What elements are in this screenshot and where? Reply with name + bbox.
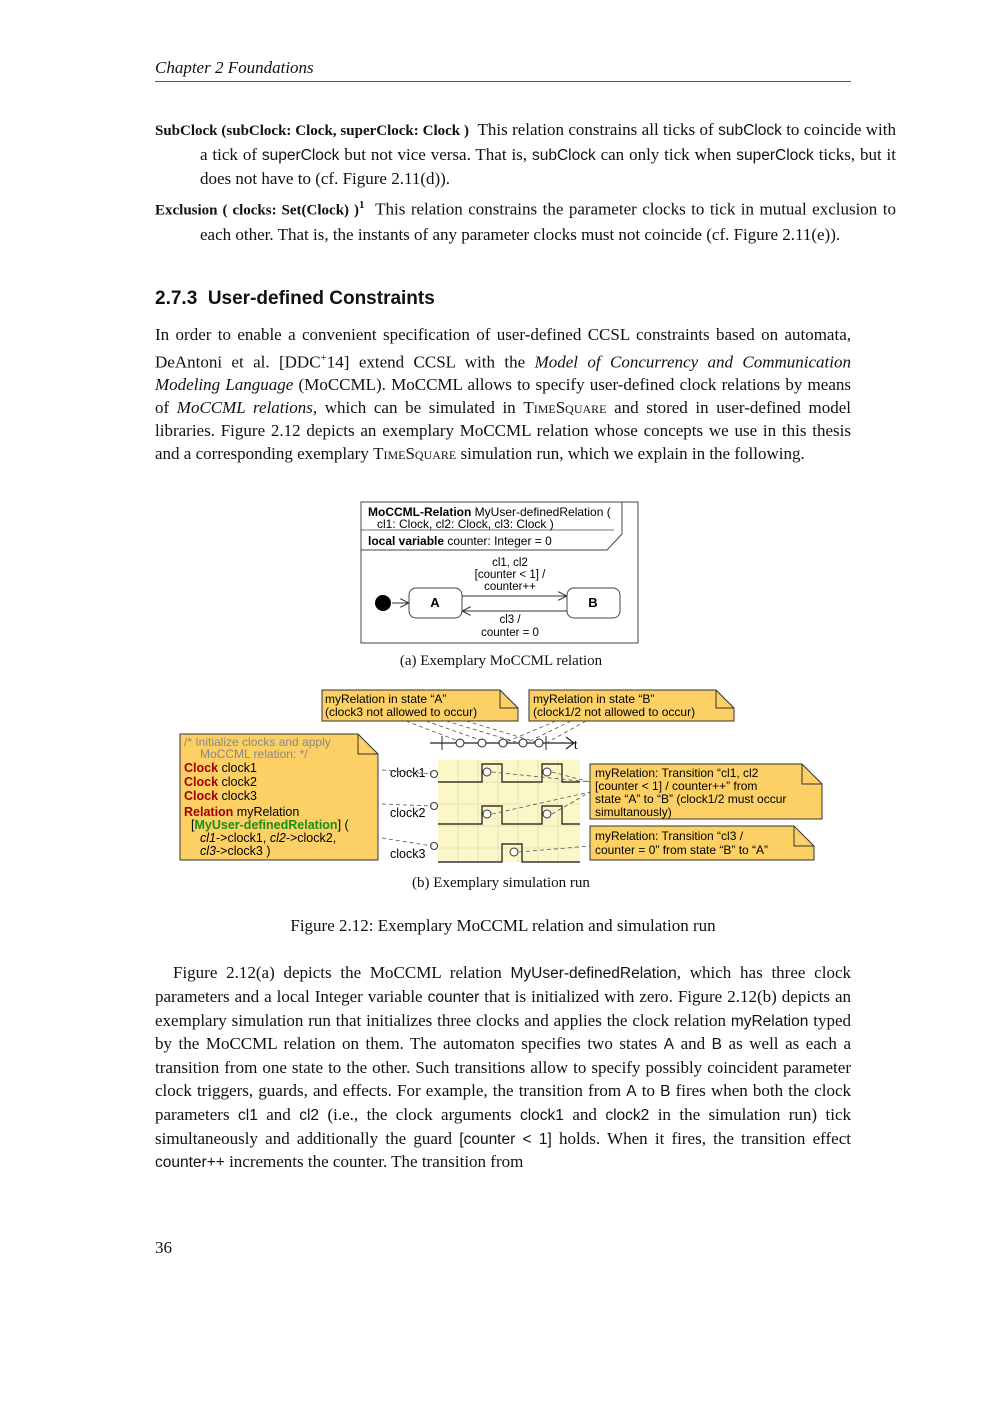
svg-text:Relation myRelation: Relation myRelation	[184, 805, 300, 819]
inline-code: clock1	[519, 1106, 564, 1124]
text-run: and	[257, 1104, 300, 1124]
svg-text:(clock3 not allowed to occur): (clock3 not allowed to occur)	[325, 705, 478, 719]
inline-code: cl1	[238, 1106, 258, 1124]
body-paragraph	[155, 962, 851, 1175]
subcaption-a: (a) Exemplary MoCCML relation	[399, 653, 603, 669]
clock-label: clock1	[390, 766, 426, 780]
inline-code: myRelation	[730, 1012, 809, 1030]
inline-code: counter	[427, 988, 480, 1006]
inline-code: cl2	[299, 1106, 320, 1124]
inline-code: B	[660, 1082, 671, 1100]
inline-code: clock2	[605, 1106, 650, 1124]
footnote-marker[interactable]: 1	[359, 199, 365, 211]
text-run: as well as each a transition from one state to the other. Such transitions allow to specify possibly coincident parameter clock triggers, guards, and effects. For example, the transition from	[155, 1034, 851, 1100]
text-run: to	[636, 1080, 661, 1100]
text-run: and	[674, 1034, 712, 1054]
clock-label: clock3	[390, 847, 426, 861]
state-a-label: A	[430, 595, 440, 610]
page-number: 36	[155, 1238, 172, 1257]
transition-label: counter++	[484, 581, 536, 593]
definition-term: Exclusion ( clocks: Set(Clock) )	[155, 202, 360, 219]
text-run: (i.e., the clock arguments	[319, 1104, 520, 1124]
code-comment: MoCCML relation: */	[200, 747, 308, 761]
definition-body: This relation constrains the parameter clocks to tick in mutual exclusion to each other. That is, the instants of any parameter clocks must not coincide (cf. Figure 2.11(e)).	[200, 199, 896, 244]
svg-text:[counter < 1] / counter++” fro: [counter < 1] / counter++” from	[595, 779, 758, 793]
svg-text:Clock clock3: Clock clock3	[184, 789, 257, 803]
text-run: typed by the MoCCML relation on them. The automaton specifies two states	[155, 1010, 851, 1054]
local-variable: local variable counter: Integer = 0	[368, 534, 552, 548]
running-header: Chapter 2 Foundations	[155, 58, 851, 82]
transition-label: counter = 0	[481, 627, 539, 639]
transition-label: [counter < 1] /	[474, 569, 546, 581]
subcaption-b: (b) Exemplary simulation run	[412, 875, 590, 891]
svg-text:myRelation in state “B”: myRelation in state “B”	[533, 692, 655, 706]
svg-text:cl1->clock1, cl2->clock2,: cl1->clock1, cl2->clock2,	[200, 831, 337, 845]
definition-exclusion	[155, 194, 896, 246]
text-run: and	[563, 1104, 606, 1124]
relation-title: MoCCML-Relation MyUser-definedRelation (	[368, 505, 611, 519]
figure-caption: Figure 2.12: Exemplary MoCCML relation and simulation run	[290, 916, 716, 935]
transition-label: cl1, cl2	[492, 557, 528, 569]
svg-text:state “A” to “B” (clock1/2 mus: state “A” to “B” (clock1/2 must occur	[595, 792, 787, 806]
inline-code: A	[663, 1036, 675, 1054]
text-run: increments the counter. The transition from	[224, 1152, 524, 1172]
figure-a-moccml-relation	[355, 498, 647, 648]
text-run: , which has three clock parameters and a local Integer variable	[155, 963, 851, 1006]
text-run: fires when both the clock parameters	[155, 1080, 851, 1124]
inline-code: [counter < 1]	[459, 1130, 552, 1148]
timeline-label: t	[574, 738, 578, 752]
relation-params: cl1: Clock, cl2: Clock, cl3: Clock )	[377, 517, 554, 531]
svg-text:counter = 0” from state “B” to: counter = 0” from state “B” to “A”	[595, 843, 769, 857]
svg-text:myRelation in state “A”: myRelation in state “A”	[325, 692, 447, 706]
svg-text:Clock clock2: Clock clock2	[184, 775, 257, 789]
section-heading: 2.7.3 User-defined Constraints	[155, 288, 435, 309]
transition-label: cl3 /	[499, 614, 521, 626]
initial-state-dot	[375, 595, 391, 611]
text-run: holds. When it fires, the transition effect	[551, 1128, 851, 1148]
svg-text:Clock clock1: Clock clock1	[184, 761, 257, 775]
timeline-grid	[438, 760, 580, 862]
inline-code: B	[711, 1036, 723, 1054]
svg-text:myRelation: Transition “cl3 /: myRelation: Transition “cl3 /	[595, 829, 744, 843]
text-run: in the simulation run) tick simultaneously and additionally the guard	[155, 1104, 851, 1148]
svg-text:simultanously): simultanously)	[595, 805, 672, 819]
state-b-label: B	[588, 595, 598, 610]
definition-body: This relation constrains all ticks of subClock to coincide with a tick of superClock but not vice versa. That is, subClock can only tick when superClock ticks, but it does not have to (cf. Figure 2.11(d)).	[200, 120, 897, 188]
code-comment: /* Initialize clocks and apply	[184, 735, 331, 749]
svg-text:myRelation: Transition “cl1, c: myRelation: Transition “cl1, cl2	[595, 766, 759, 780]
inline-code: A	[626, 1082, 637, 1100]
definition-subclock	[155, 118, 896, 190]
svg-text:(clock1/2 not allowed to occur: (clock1/2 not allowed to occur)	[533, 705, 696, 719]
definition-term: SubClock (subClock: Clock, superClock: Clock )	[155, 123, 470, 139]
svg-text:[MyUser-definedRelation] (: [MyUser-definedRelation] (	[191, 818, 349, 832]
clock-label: clock2	[390, 806, 426, 820]
figure-b-simulation-run	[176, 686, 826, 868]
text-run: Figure 2.12(a) depicts the MoCCML relation	[173, 963, 511, 982]
intro-paragraph: In order to enable a convenient specification of user-defined CCSL constraints based on automata, DeAntoni et al. [DDC+14] extend CCSL with the Model of Concurrency and Communication Modeling Language (MoCCML). MoCCML allows to specify user-defined clock relations by means of MoCCML relations, which can be simulated in TimeSquare and stored in user-defined model libraries. Figure 2.12 depicts an exemplary MoCCML relation whose concepts we use in this thesis and a corresponding exemplary TimeSquare simulation run, which we explain in the following.	[155, 325, 851, 463]
svg-text:cl3->clock3 ): cl3->clock3 )	[200, 844, 271, 858]
inline-code: MyUser-definedRelation	[510, 965, 677, 982]
inline-code: counter++	[155, 1154, 225, 1172]
text-run: that is initialized with zero. Figure 2.12(b) depicts an exemplary simulation run that initializes three clocks and applies the clock relation	[155, 986, 852, 1030]
